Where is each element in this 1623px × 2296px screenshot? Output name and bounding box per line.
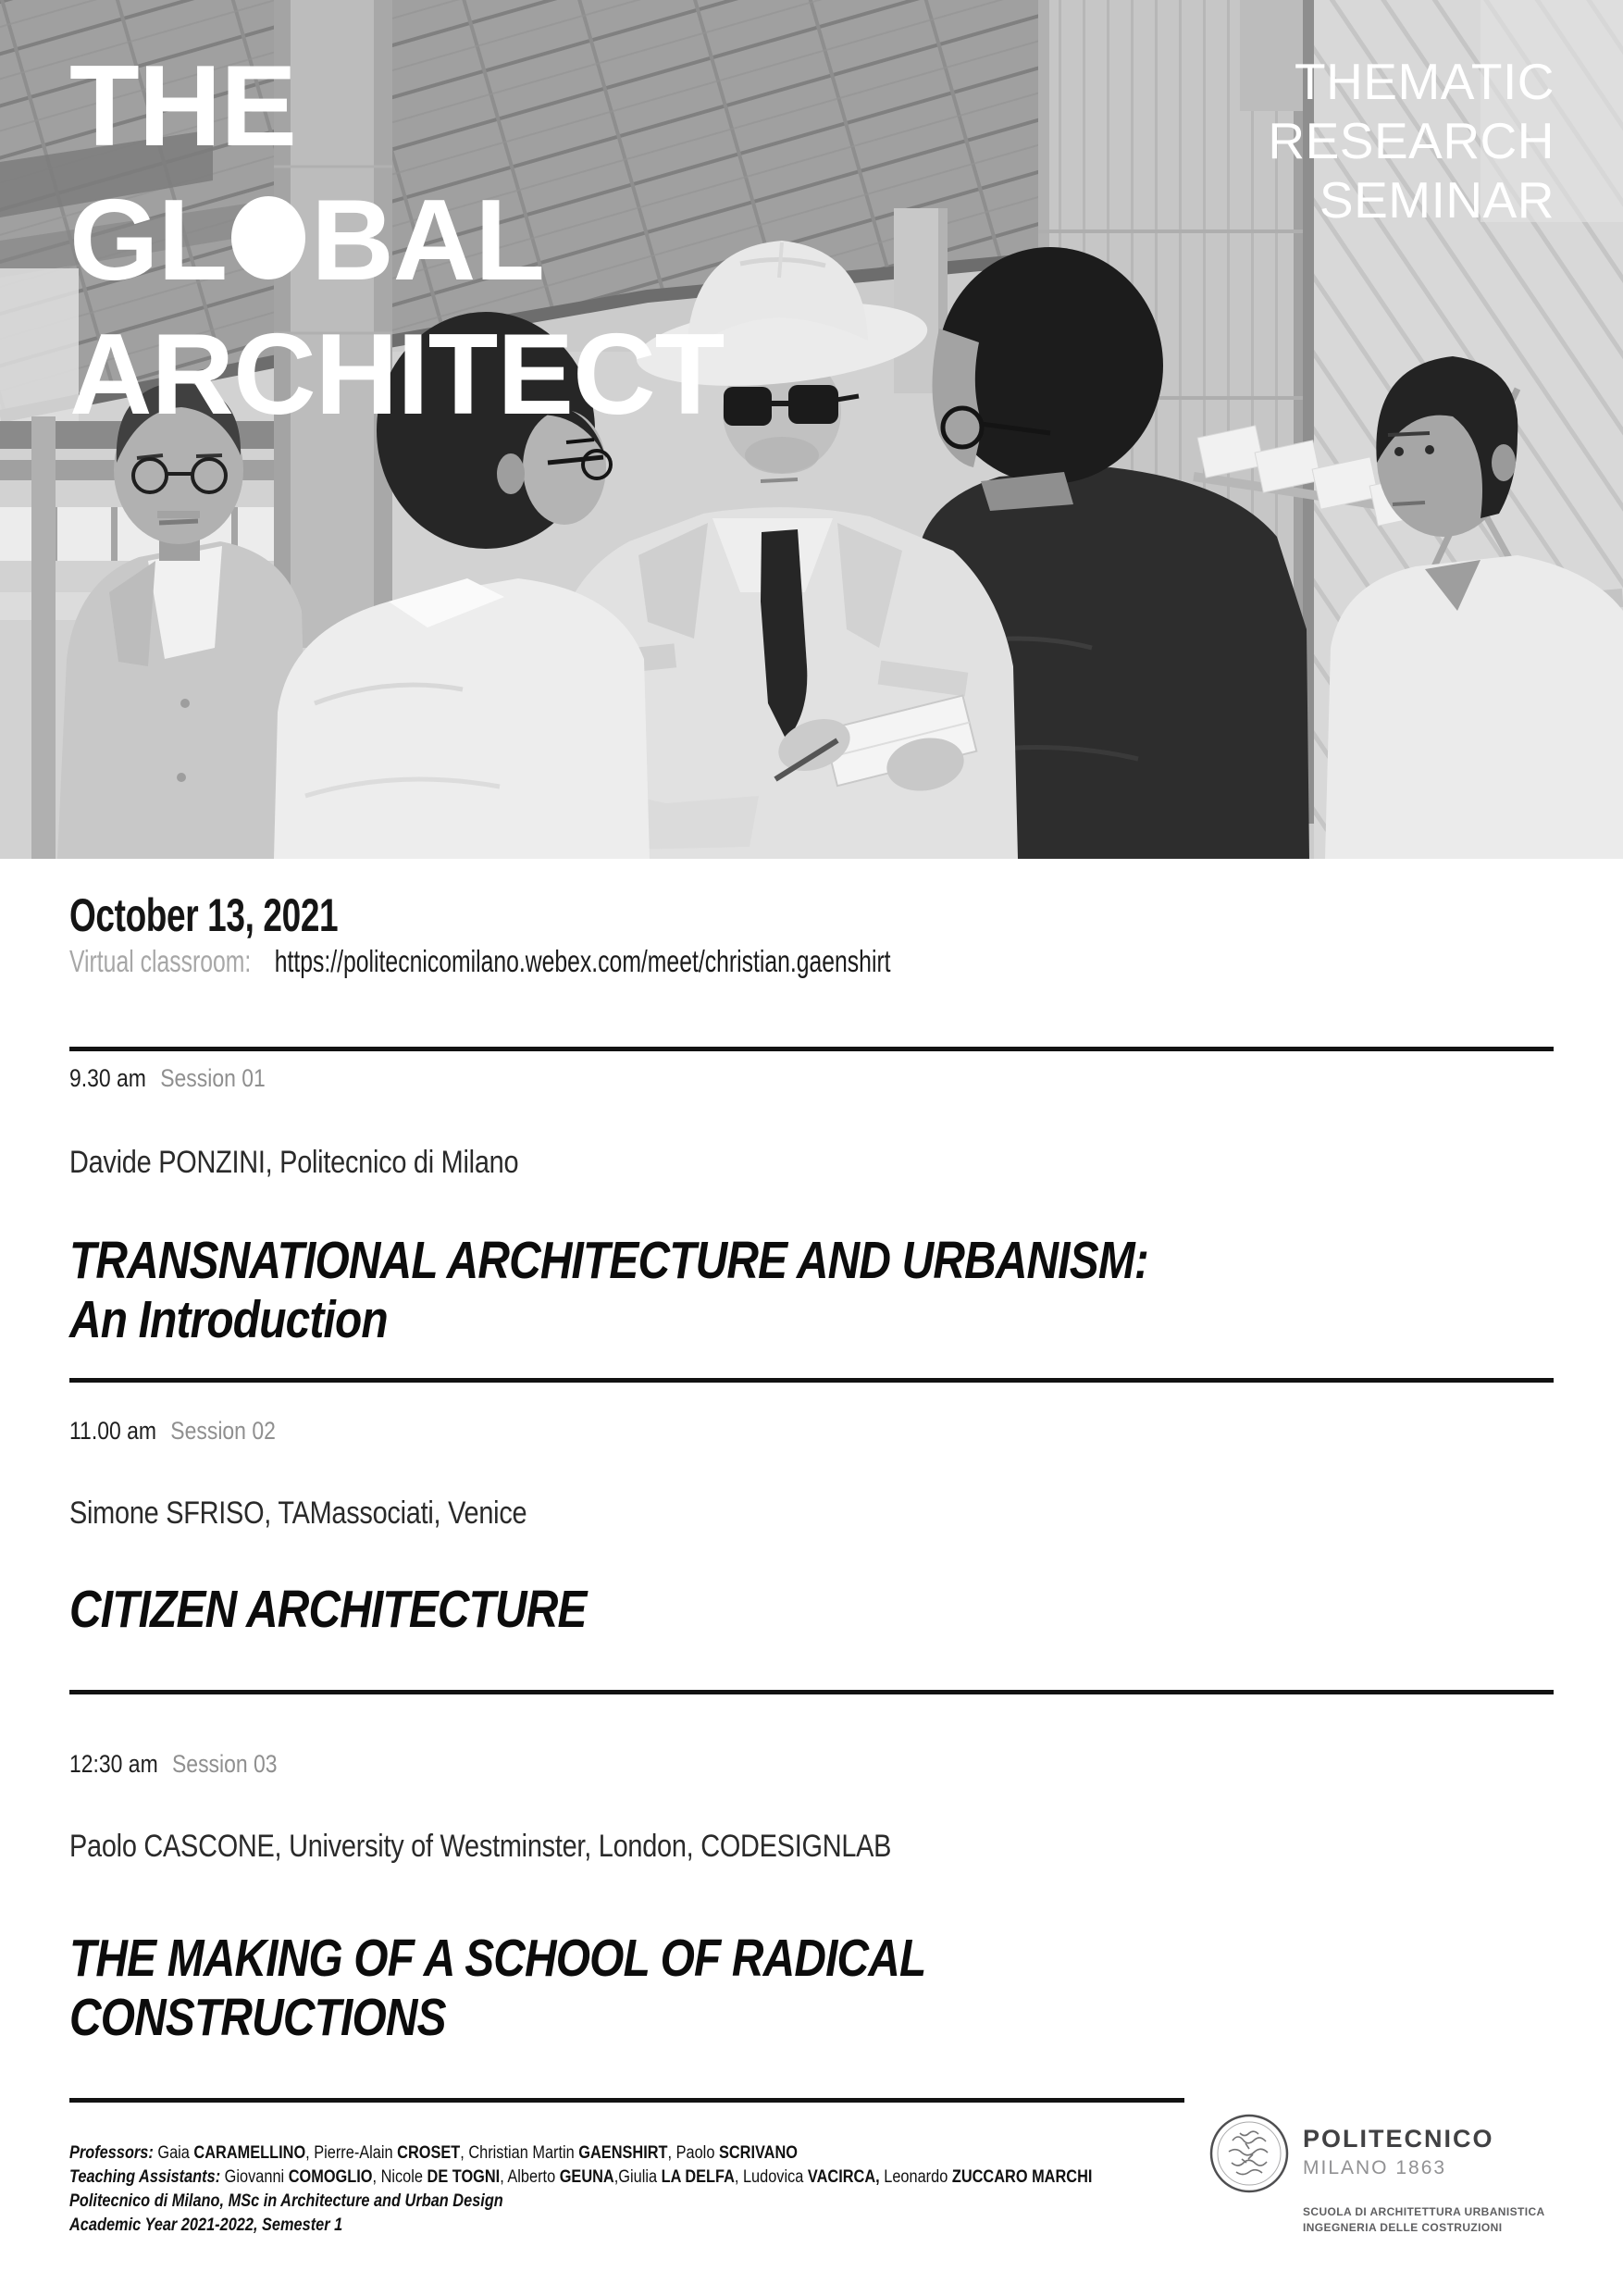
divider — [69, 2098, 1184, 2103]
session-2-title: CITIZEN ARCHITECTURE — [69, 1580, 587, 1639]
title-line-1: THE — [69, 43, 296, 170]
divider — [69, 1047, 1554, 1051]
session-2-time-row — [69, 1417, 312, 1446]
professors-line: Professors: Gaia CARAMELLINO, Pierre-Alain CROSET, Christian Martin GAENSHIRT, Paolo SCRIVANO — [69, 2143, 798, 2163]
badge-line: THEMATIC — [1294, 53, 1555, 110]
session-3-time-row — [69, 1750, 314, 1779]
session-2-speaker: Simone SFRISO, TAMassociati, Venice — [69, 1496, 527, 1531]
seminar-badge — [1268, 52, 1555, 230]
session-2-time: 11.00 am — [69, 1417, 156, 1445]
session-2-label: Session 02 — [170, 1417, 276, 1445]
divider — [69, 1378, 1554, 1383]
virtual-classroom-label: Virtual classroom: — [69, 944, 252, 978]
title-line-2 — [69, 174, 724, 308]
assistants-line: Teaching Assistants: Giovanni COMOGLIO, Nicole DE TOGNI, Alberto GEUNA,Giulia LA DELFA, Ludovica VACIRCA, Leonardo ZUCCARO MARCHI — [69, 2167, 1093, 2187]
session-1-time: 9.30 am — [69, 1064, 146, 1092]
session-3-label: Session 03 — [171, 1750, 278, 1778]
session-3-speaker: Paolo CASCONE, University of Westminster, London, CODESIGNLAB — [69, 1829, 892, 1864]
school-name: SCUOLA DI ARCHITETTURA URBANISTICA INGEGNERIA DELLE COSTRUZIONI — [1303, 2205, 1545, 2234]
academic-year-line: Academic Year 2021-2022, Semester 1 — [69, 2215, 343, 2235]
session-1-label: Session 01 — [160, 1064, 266, 1092]
politecnico-seal-icon — [1208, 2113, 1290, 2194]
title-line-3: ARCHITECT — [69, 311, 725, 439]
program-line: Politecnico di Milano, MSc in Architecture and Urban Design — [69, 2191, 503, 2211]
badge-line: SEMINAR — [1319, 171, 1555, 229]
session-1-speaker: Davide PONZINI, Politecnico di Milano — [69, 1145, 519, 1180]
globe-icon — [231, 196, 305, 279]
politecnico-logo-name: POLITECNICO — [1303, 2125, 1494, 2153]
footer-credits — [69, 2141, 1258, 2238]
badge-line: RESEARCH — [1268, 112, 1555, 169]
poster-title — [69, 40, 724, 442]
virtual-classroom-link[interactable]: https://politecnicomilano.webex.com/meet/christian.gaenshirt — [274, 944, 891, 978]
title-line-2-pre: GL — [69, 177, 228, 304]
event-date: October 13, 2021 — [69, 889, 339, 941]
politecnico-logo-subname: MILANO 1863 — [1303, 2157, 1447, 2178]
session-3-time: 12:30 am — [69, 1750, 158, 1778]
virtual-classroom-row — [69, 944, 1164, 979]
session-3-title: THE MAKING OF A SCHOOL OF RADICAL CONSTRUCTIONS — [69, 1929, 926, 2047]
divider — [69, 1690, 1554, 1694]
title-line-2-post: BAL — [311, 177, 545, 304]
session-1-time-row — [69, 1064, 300, 1093]
session-1-title: TRANSNATIONAL ARCHITECTURE AND URBANISM: An Introduction — [69, 1231, 1148, 1349]
